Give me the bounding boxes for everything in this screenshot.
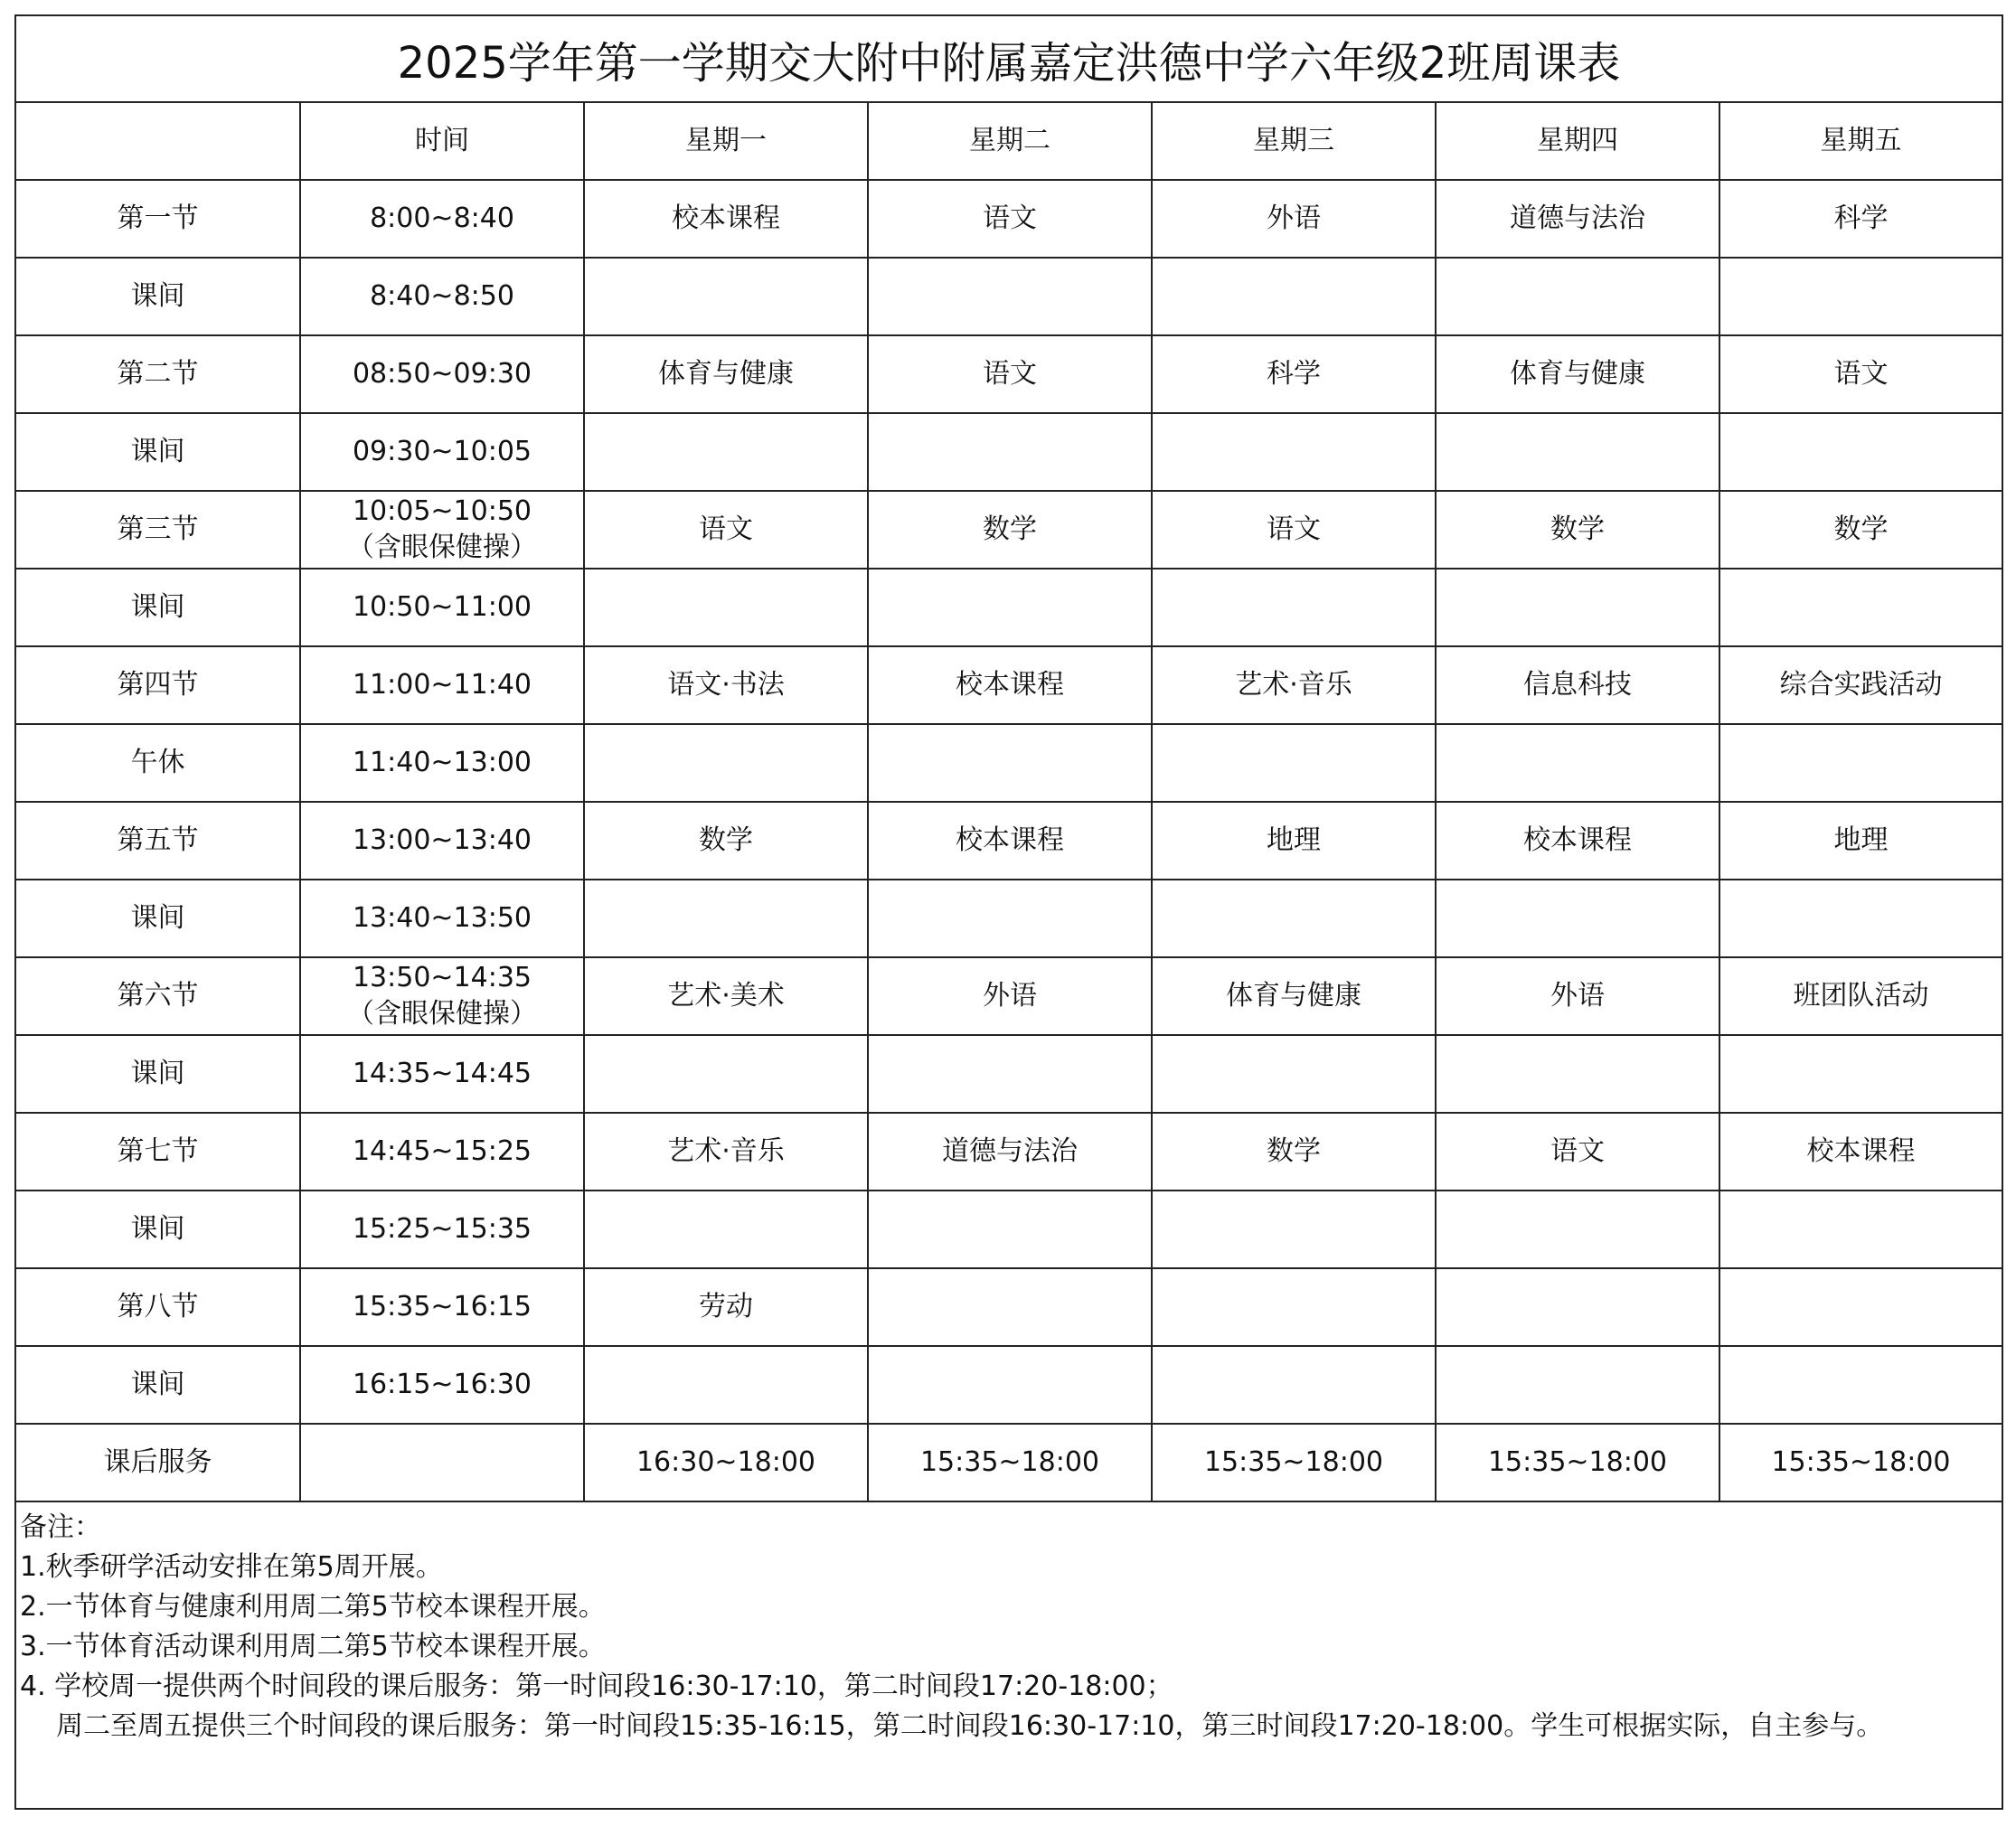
- table-row: [16, 413, 2002, 491]
- time-range: 13:40~13:50: [352, 902, 532, 934]
- class-cell-wednesday: [1152, 1035, 1436, 1113]
- class-cell-wednesday: 体育与健康: [1152, 957, 1436, 1035]
- time-cell: [300, 335, 584, 413]
- time-range: 11:40~13:00: [352, 747, 532, 778]
- time-cell: [300, 258, 584, 335]
- note-line: 周二至周五提供三个时间段的课后服务：第一时间段15:35-16:15，第二时间段16:30-17:10，第三时间段17:20-18:00。学生可根据实际，自主参与。: [56, 1710, 1884, 1742]
- class-cell-friday: [1719, 880, 2002, 957]
- class-cell-monday: [584, 569, 868, 646]
- time-range: 11:00~11:40: [352, 669, 532, 701]
- class-cell-monday: 艺术·美术: [584, 957, 868, 1035]
- class-cell-friday: [1719, 1035, 2002, 1113]
- time-cell: [300, 1191, 584, 1268]
- class-cell-tuesday: [868, 1035, 1152, 1113]
- time-cell: [300, 413, 584, 491]
- time-range: 09:30~10:05: [352, 436, 532, 467]
- period-cell: 第八节: [16, 1268, 300, 1346]
- period-cell: 课间: [16, 1191, 300, 1268]
- table-row: [16, 1268, 2002, 1346]
- class-cell-monday: [584, 880, 868, 957]
- class-cell-friday: 地理: [1719, 802, 2002, 880]
- class-cell-thursday: [1436, 413, 1719, 491]
- timetable: [16, 103, 2002, 1502]
- period-cell: 第二节: [16, 335, 300, 413]
- table-row: [16, 957, 2002, 1035]
- period-cell: 课间: [16, 258, 300, 335]
- time-cell: [300, 1268, 584, 1346]
- time-range: 8:00~8:40: [370, 202, 514, 234]
- period-cell: 第六节: [16, 957, 300, 1035]
- class-cell-thursday: [1436, 569, 1719, 646]
- class-cell-friday: [1719, 1346, 2002, 1424]
- header-cell-time: 时间: [300, 103, 584, 180]
- timetable-sheet: [14, 14, 2003, 1810]
- class-cell-tuesday: [868, 724, 1152, 802]
- time-range: 08:50~09:30: [352, 358, 532, 390]
- time-cell: [300, 1346, 584, 1424]
- period-cell: 课间: [16, 413, 300, 491]
- time-cell: [300, 1113, 584, 1191]
- header-cell-monday: 星期一: [584, 103, 868, 180]
- class-cell-wednesday: [1152, 724, 1436, 802]
- time-range: 15:25~15:35: [352, 1213, 532, 1245]
- class-cell-friday: [1719, 569, 2002, 646]
- class-cell-friday: [1719, 724, 2002, 802]
- table-row: [16, 1035, 2002, 1113]
- class-cell-thursday: [1436, 880, 1719, 957]
- period-cell: 第四节: [16, 646, 300, 724]
- class-cell-friday: 校本课程: [1719, 1113, 2002, 1191]
- note-line: 2.一节体育与健康利用周二第5节校本课程开展。: [20, 1591, 606, 1623]
- table-row: [16, 1113, 2002, 1191]
- class-cell-tuesday: 校本课程: [868, 646, 1152, 724]
- class-cell-wednesday: [1152, 413, 1436, 491]
- table-row: [16, 491, 2002, 569]
- note-line: 3.一节体育活动课利用周二第5节校本课程开展。: [20, 1631, 606, 1662]
- class-cell-tuesday: [868, 258, 1152, 335]
- time-cell: [300, 880, 584, 957]
- class-cell-friday: [1719, 258, 2002, 335]
- class-cell-monday: [584, 1191, 868, 1268]
- class-cell-friday: 综合实践活动: [1719, 646, 2002, 724]
- class-cell-wednesday: [1152, 1191, 1436, 1268]
- class-cell-tuesday: 语文: [868, 335, 1152, 413]
- class-cell-monday: 16:30~18:00: [584, 1424, 868, 1501]
- class-cell-monday: 语文: [584, 491, 868, 569]
- page-title: 2025学年第一学期交大附中附属嘉定洪德中学六年级2班周课表: [16, 16, 2002, 103]
- class-cell-tuesday: 外语: [868, 957, 1152, 1035]
- period-cell: 午休: [16, 724, 300, 802]
- table-row: [16, 802, 2002, 880]
- class-cell-thursday: 校本课程: [1436, 802, 1719, 880]
- note-line: 1.秋季研学活动安排在第5周开展。: [20, 1551, 443, 1583]
- class-cell-tuesday: [868, 1268, 1152, 1346]
- class-cell-wednesday: [1152, 569, 1436, 646]
- class-cell-monday: 劳动: [584, 1268, 868, 1346]
- class-cell-wednesday: 数学: [1152, 1113, 1436, 1191]
- class-cell-tuesday: 语文: [868, 180, 1152, 258]
- class-cell-thursday: 数学: [1436, 491, 1719, 569]
- time-range: 8:40~8:50: [370, 280, 514, 312]
- class-cell-tuesday: [868, 1346, 1152, 1424]
- time-range: 13:50~14:35: [352, 962, 532, 993]
- header-row: [16, 103, 2002, 180]
- table-row: [16, 724, 2002, 802]
- class-cell-thursday: [1436, 724, 1719, 802]
- period-cell: 第三节: [16, 491, 300, 569]
- class-cell-friday: 数学: [1719, 491, 2002, 569]
- table-row: [16, 1424, 2002, 1501]
- time-note: （含眼保健操）: [347, 998, 537, 1030]
- header-cell-friday: 星期五: [1719, 103, 2002, 180]
- class-cell-friday: 语文: [1719, 335, 2002, 413]
- class-cell-tuesday: [868, 1191, 1152, 1268]
- period-cell: 第七节: [16, 1113, 300, 1191]
- class-cell-monday: [584, 1346, 868, 1424]
- time-cell: [300, 1424, 584, 1501]
- notes-section: [16, 1502, 2002, 1746]
- class-cell-wednesday: [1152, 880, 1436, 957]
- class-cell-tuesday: [868, 569, 1152, 646]
- time-cell: [300, 957, 584, 1035]
- class-cell-thursday: [1436, 258, 1719, 335]
- time-note: （含眼保健操）: [347, 532, 537, 563]
- time-range: 14:35~14:45: [352, 1058, 532, 1089]
- notes-heading: 备注：: [20, 1511, 101, 1543]
- class-cell-wednesday: 地理: [1152, 802, 1436, 880]
- class-cell-friday: [1719, 1191, 2002, 1268]
- table-row: [16, 1346, 2002, 1424]
- time-cell: [300, 1035, 584, 1113]
- class-cell-thursday: 体育与健康: [1436, 335, 1719, 413]
- table-row: [16, 880, 2002, 957]
- class-cell-monday: 校本课程: [584, 180, 868, 258]
- class-cell-monday: 数学: [584, 802, 868, 880]
- time-range: 10:50~11:00: [352, 591, 532, 623]
- time-cell: [300, 491, 584, 569]
- class-cell-thursday: 15:35~18:00: [1436, 1424, 1719, 1501]
- class-cell-thursday: [1436, 1035, 1719, 1113]
- class-cell-monday: [584, 1035, 868, 1113]
- class-cell-tuesday: [868, 413, 1152, 491]
- class-cell-tuesday: [868, 880, 1152, 957]
- class-cell-monday: [584, 724, 868, 802]
- class-cell-monday: 艺术·音乐: [584, 1113, 868, 1191]
- header-cell-thursday: 星期四: [1436, 103, 1719, 180]
- class-cell-thursday: 道德与法治: [1436, 180, 1719, 258]
- time-range: 16:15~16:30: [352, 1369, 532, 1400]
- class-cell-tuesday: 道德与法治: [868, 1113, 1152, 1191]
- class-cell-wednesday: 外语: [1152, 180, 1436, 258]
- time-cell: [300, 569, 584, 646]
- class-cell-monday: [584, 413, 868, 491]
- class-cell-thursday: 信息科技: [1436, 646, 1719, 724]
- class-cell-wednesday: [1152, 1268, 1436, 1346]
- class-cell-friday: [1719, 1268, 2002, 1346]
- period-cell: 课间: [16, 569, 300, 646]
- header-cell-tuesday: 星期二: [868, 103, 1152, 180]
- class-cell-wednesday: 15:35~18:00: [1152, 1424, 1436, 1501]
- table-row: [16, 335, 2002, 413]
- table-row: [16, 569, 2002, 646]
- table-row: [16, 646, 2002, 724]
- note-line: 4. 学校周一提供两个时间段的课后服务：第一时间段16:30-17:10，第二时间段17:20-18:00；: [20, 1671, 1173, 1702]
- class-cell-wednesday: 科学: [1152, 335, 1436, 413]
- class-cell-wednesday: 艺术·音乐: [1152, 646, 1436, 724]
- table-row: [16, 180, 2002, 258]
- class-cell-thursday: 外语: [1436, 957, 1719, 1035]
- table-row: [16, 1191, 2002, 1268]
- table-row: [16, 258, 2002, 335]
- time-range: 10:05~10:50: [352, 495, 532, 527]
- class-cell-wednesday: 语文: [1152, 491, 1436, 569]
- class-cell-thursday: [1436, 1191, 1719, 1268]
- time-range: 13:00~13:40: [352, 824, 532, 856]
- class-cell-tuesday: 数学: [868, 491, 1152, 569]
- class-cell-friday: 班团队活动: [1719, 957, 2002, 1035]
- class-cell-friday: [1719, 413, 2002, 491]
- period-cell: 课间: [16, 1346, 300, 1424]
- time-cell: [300, 180, 584, 258]
- time-cell: [300, 646, 584, 724]
- class-cell-tuesday: 校本课程: [868, 802, 1152, 880]
- header-cell-wednesday: 星期三: [1152, 103, 1436, 180]
- class-cell-tuesday: 15:35~18:00: [868, 1424, 1152, 1501]
- time-range: 14:45~15:25: [352, 1135, 532, 1167]
- period-cell: 课后服务: [16, 1424, 300, 1501]
- time-range: 15:35~16:15: [352, 1291, 532, 1322]
- time-cell: [300, 802, 584, 880]
- class-cell-thursday: [1436, 1346, 1719, 1424]
- class-cell-monday: 语文·书法: [584, 646, 868, 724]
- class-cell-thursday: 语文: [1436, 1113, 1719, 1191]
- class-cell-friday: 科学: [1719, 180, 2002, 258]
- header-cell-corner: [16, 103, 300, 180]
- period-cell: 第五节: [16, 802, 300, 880]
- period-cell: 第一节: [16, 180, 300, 258]
- class-cell-wednesday: [1152, 1346, 1436, 1424]
- time-cell: [300, 724, 584, 802]
- class-cell-friday: 15:35~18:00: [1719, 1424, 2002, 1501]
- class-cell-thursday: [1436, 1268, 1719, 1346]
- period-cell: 课间: [16, 880, 300, 957]
- class-cell-monday: 体育与健康: [584, 335, 868, 413]
- class-cell-wednesday: [1152, 258, 1436, 335]
- class-cell-monday: [584, 258, 868, 335]
- period-cell: 课间: [16, 1035, 300, 1113]
